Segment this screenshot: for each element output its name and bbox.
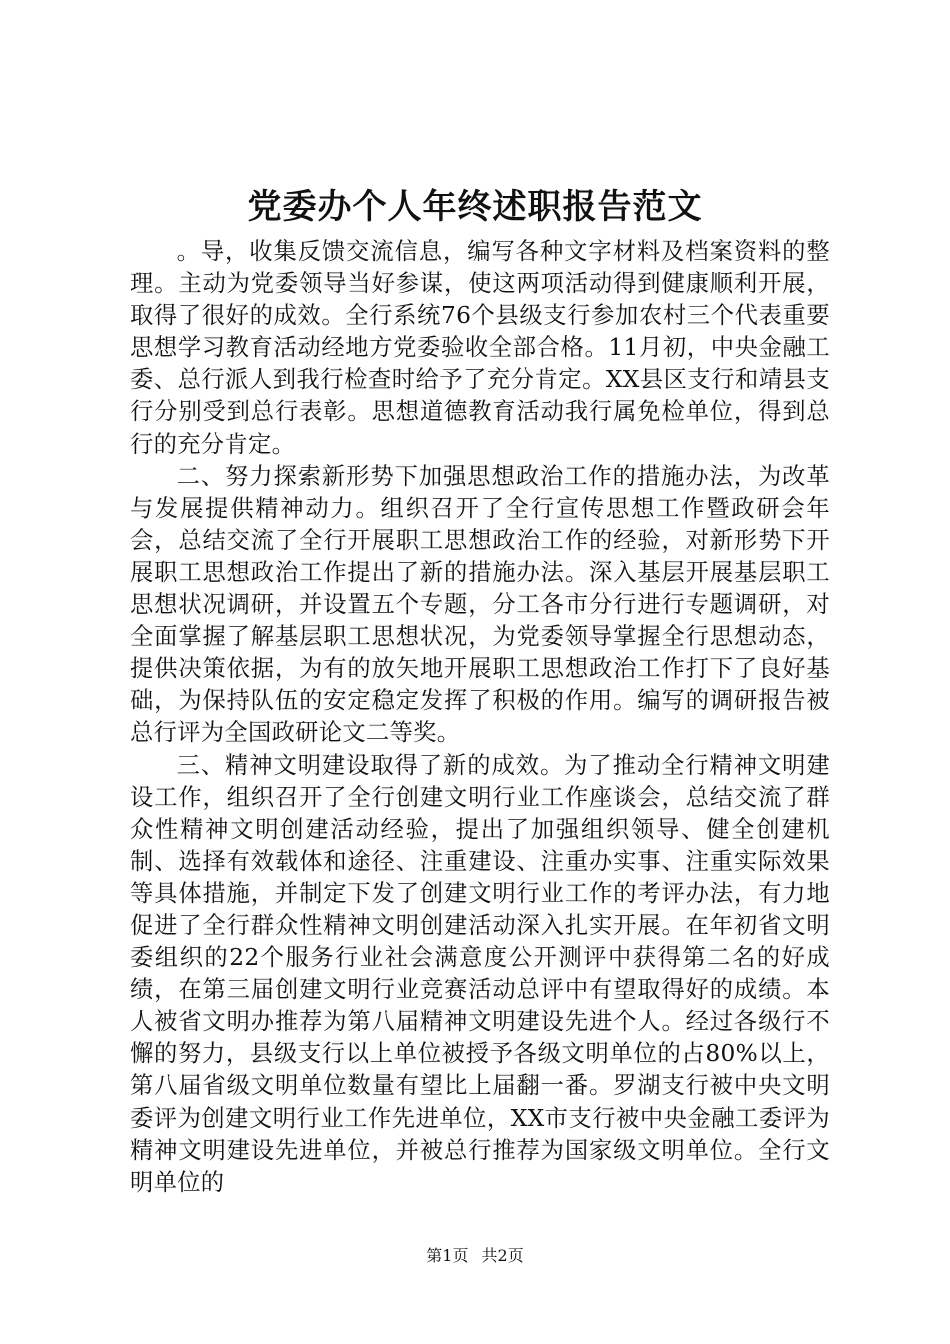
document-title: 党委办个人年终述职报告范文 [247,187,703,227]
page-footer [0,1244,950,1268]
page-total: 共2页 [481,1246,524,1265]
document-body [130,236,830,1199]
paragraph-1: 。导，收集反馈交流信息，编写各种文字材料及档案资料的整理。主动为党委领导当好参谋，使这两项活动得到健康顺利开展，取得了很好的成效。全行系统76个县级支行参加农村三个代表重要思想学习教育活动经地方党委验收全部合格。11月初，中央金融工委、总行派人到我行检查时给予了充分肯定。XX县区支行和靖县支行分别受到总行表彰。思想道德教育活动我行属免检单位，得到总行的充分肯定。 [130,238,830,458]
paragraph-2: 二、努力探索新形势下加强思想政治工作的措施办法，为改革与发展提供精神动力。组织召开了全行宣传思想工作暨政研会年会，总结交流了全行开展职工思想政治工作的经验，对新形势下开展职工思想政治工作提出了新的措施办法。深入基层开展基层职工思想状况调研，并设置五个专题，分工各市分行进行专题调研，对全面掌握了解基层职工思想状况，为党委领导掌握全行思想动态，提供决策依据，为有的放矢地开展职工思想政治工作打下了良好基础，为保持队伍的安定稳定发挥了积极的作用。编写的调研报告被总行评为全国政研论文二等奖。 [130,462,830,747]
page-number: 第1页 [426,1246,469,1265]
paragraph-3: 三、精神文明建设取得了新的成效。为了推动全行精神文明建设工作，组织召开了全行创建文明行业工作座谈会，总结交流了群众性精神文明创建活动经验，提出了加强组织领导、健全创建机制、选择有效载体和途径、注重建设、注重办实事、注重实际效果等具体措施，并制定下发了创建文明行业工作的考评办法，有力地促进了全行群众性精神文明创建活动深入扎实开展。在年初省文明委组织的22个服务行业社会满意度公开测评中获得第二名的好成绩，在第三届创建文明行业竞赛活动总评中有望取得好的成绩。本人被省文明办推荐为第八届精神文明建设先进个人。经过各级行不懈的努力，县级支行以上单位被授予各级文明单位的占80%以上，第八届省级文明单位数量有望比上届翻一番。罗湖支行被中央文明委评为创建文明行业工作先进单位，XX市支行被中央金融工委评为精神文明建设先进单位，并被总行推荐为国家级文明单位。全行文明单位的 [130,751,830,1196]
